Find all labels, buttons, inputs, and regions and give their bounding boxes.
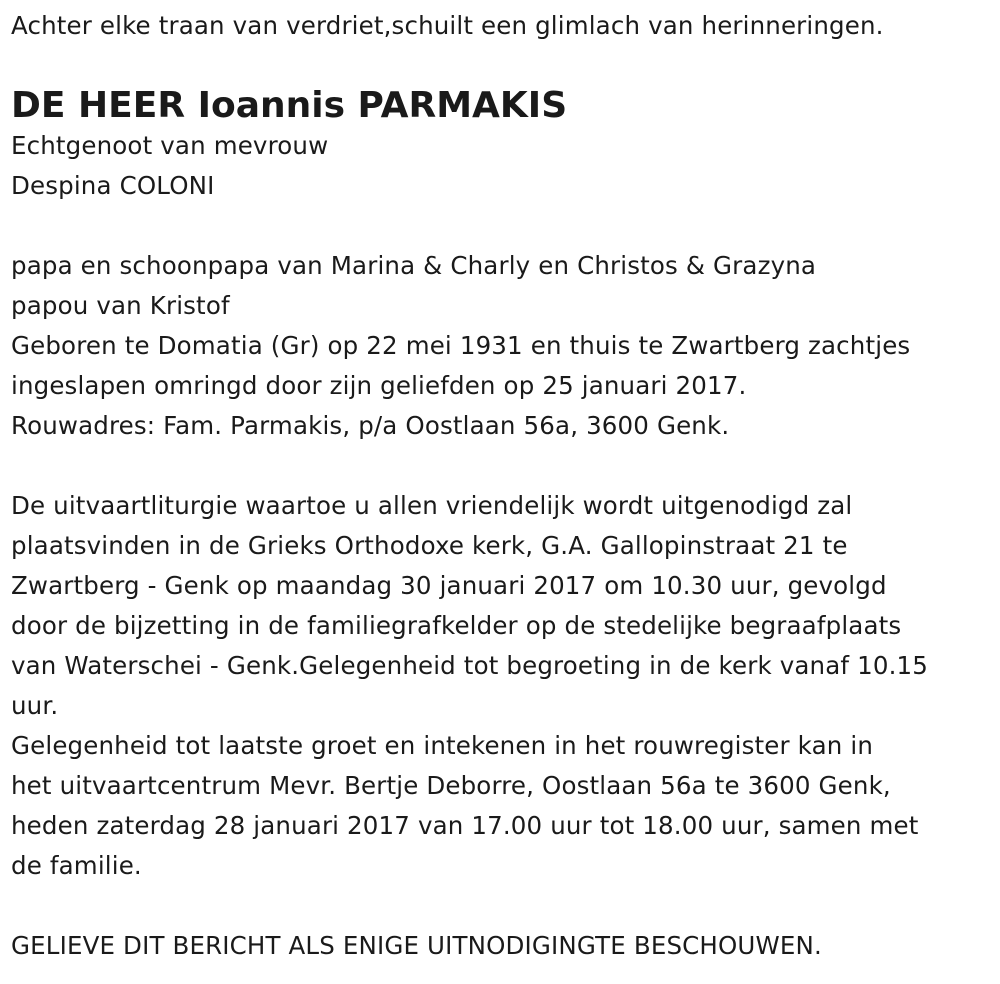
funeral-line: Zwartberg - Genk op maandag 30 januari 2017 om 10.30 uur, gevolgd	[11, 571, 887, 600]
family-line: papa en schoonpapa van Marina & Charly en Christos & Grazyna	[11, 251, 817, 280]
funeral-line: heden zaterdag 28 januari 2017 van 17.00 uur tot 18.00 uur, samen met	[11, 811, 919, 840]
funeral-line: van Waterschei - Genk.Gelegenheid tot begroeting in de kerk vanaf 10.15	[11, 651, 928, 680]
family-line: papou van Kristof	[11, 291, 230, 320]
spouse-line: Echtgenoot van mevrouw	[11, 131, 329, 160]
funeral-line: het uitvaartcentrum Mevr. Bertje Deborre, Oostlaan 56a te 3600 Genk,	[11, 771, 891, 800]
memorial-quote: Achter elke traan van verdriet,schuilt een glimlach van herinneringen.	[11, 11, 884, 40]
funeral-line: Gelegenheid tot laatste groet en intekenen in het rouwregister kan in	[11, 731, 873, 760]
funeral-line: plaatsvinden in de Grieks Orthodoxe kerk, G.A. Gallopinstraat 21 te	[11, 531, 848, 560]
address-line: Rouwadres: Fam. Parmakis, p/a Oostlaan 56a, 3600 Genk.	[11, 411, 730, 440]
spacer	[11, 886, 991, 926]
deceased-name: DE HEER Ioannis PARMAKIS	[11, 85, 568, 126]
death-line: ingeslapen omringd door zijn geliefden op 25 januari 2017.	[11, 371, 747, 400]
spouse-name: Despina COLONI	[11, 171, 215, 200]
closing-statement: GELIEVE DIT BERICHT ALS ENIGE UITNODIGINGTE BESCHOUWEN.	[11, 931, 822, 960]
spacer	[11, 446, 991, 486]
funeral-line: De uitvaartliturgie waartoe u allen vriendelijk wordt uitgenodigd zal	[11, 491, 853, 520]
spacer	[11, 206, 991, 246]
birth-line: Geboren te Domatia (Gr) op 22 mei 1931 en thuis te Zwartberg zachtjes	[11, 331, 911, 360]
death-notice	[11, 6, 991, 966]
funeral-line: uur.	[11, 691, 59, 720]
funeral-section	[11, 486, 991, 886]
family-section	[11, 246, 991, 446]
funeral-line: de familie.	[11, 851, 142, 880]
funeral-line: door de bijzetting in de familiegrafkelder op de stedelijke begraafplaats	[11, 611, 902, 640]
